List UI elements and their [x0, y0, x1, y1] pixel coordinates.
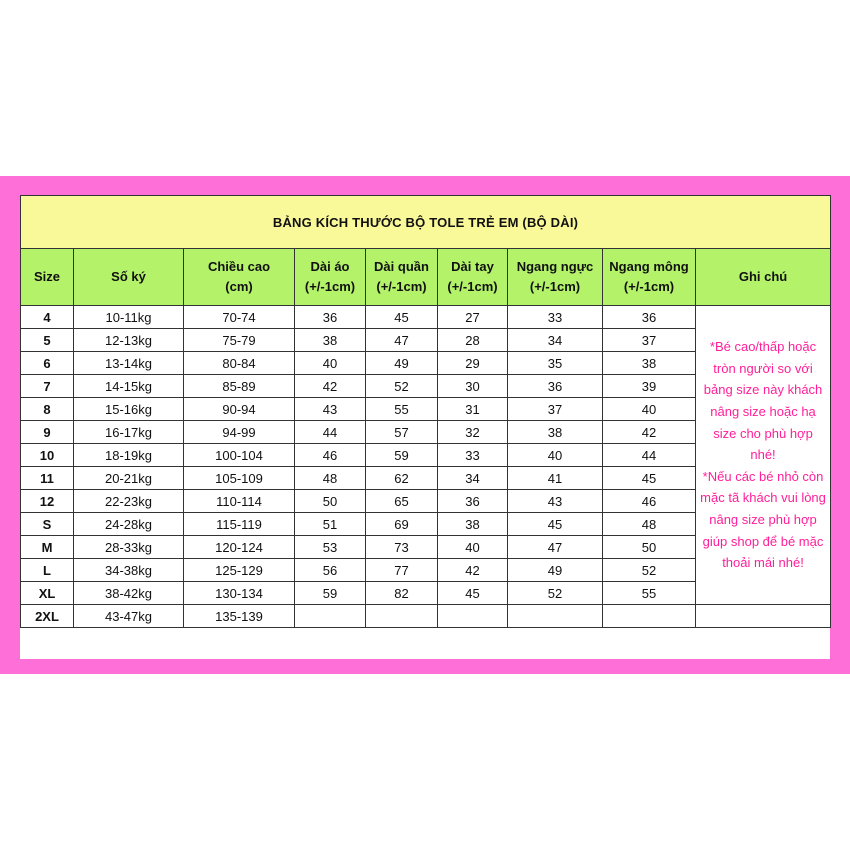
hip-width-cell [603, 605, 696, 628]
height-cell: 94-99 [184, 421, 295, 444]
header-pants-length-unit: (+/-1cm) [376, 279, 427, 294]
size-cell: S [21, 513, 74, 536]
header-height-unit: (cm) [225, 279, 253, 294]
weight-cell: 15-16kg [74, 398, 184, 421]
note-line: mặc tã khách vui lòng [700, 490, 826, 506]
sleeve-length-cell: 45 [438, 582, 508, 605]
weight-cell: 16-17kg [74, 421, 184, 444]
chest-width-cell: 43 [508, 490, 603, 513]
size-cell: 7 [21, 375, 74, 398]
header-height-label: Chiều cao [207, 259, 271, 274]
sleeve-length-cell: 32 [438, 421, 508, 444]
header-chest-width [508, 249, 603, 306]
notes-empty-cell [696, 605, 831, 628]
weight-cell: 10-11kg [74, 306, 184, 329]
weight-cell: 28-33kg [74, 536, 184, 559]
header-hip-width-label: Ngang mông [609, 259, 689, 274]
chest-width-cell: 41 [508, 467, 603, 490]
height-cell: 115-119 [184, 513, 295, 536]
size-cell: 6 [21, 352, 74, 375]
height-cell: 125-129 [184, 559, 295, 582]
note-line: giúp shop để bé mặc [702, 533, 824, 549]
weight-cell: 34-38kg [74, 559, 184, 582]
pants-length-cell: 69 [366, 513, 438, 536]
header-chest-width-unit: (+/-1cm) [529, 279, 581, 294]
top-length-cell: 44 [295, 421, 366, 444]
sleeve-length-cell: 29 [438, 352, 508, 375]
height-cell: 130-134 [184, 582, 295, 605]
top-length-cell: 50 [295, 490, 366, 513]
top-length-cell [295, 605, 366, 628]
sleeve-length-cell [438, 605, 508, 628]
chest-width-cell: 47 [508, 536, 603, 559]
note-line: *Nếu các bé nhỏ còn [702, 468, 824, 484]
pants-length-cell: 73 [366, 536, 438, 559]
hip-width-cell: 38 [603, 352, 696, 375]
header-notes [696, 249, 831, 306]
note-line: size cho phù hợp nhé! [713, 425, 813, 463]
weight-cell: 13-14kg [74, 352, 184, 375]
height-cell: 105-109 [184, 467, 295, 490]
header-weight-label: Số ký [111, 269, 146, 284]
note-line: tròn người so với [713, 360, 813, 376]
height-cell: 110-114 [184, 490, 295, 513]
size-cell: M [21, 536, 74, 559]
height-cell: 70-74 [184, 306, 295, 329]
header-sleeve-length-unit: (+/-1cm) [447, 279, 498, 294]
sleeve-length-cell: 30 [438, 375, 508, 398]
pants-length-cell: 47 [366, 329, 438, 352]
header-height [184, 249, 295, 306]
pants-length-cell: 55 [366, 398, 438, 421]
header-pants-length [366, 249, 438, 306]
header-top-length [295, 249, 366, 306]
sleeve-length-cell: 42 [438, 559, 508, 582]
weight-cell: 38-42kg [74, 582, 184, 605]
hip-width-cell: 36 [603, 306, 696, 329]
pants-length-cell: 65 [366, 490, 438, 513]
header-size-label: Size [33, 269, 60, 284]
weight-cell: 14-15kg [74, 375, 184, 398]
chest-width-cell: 34 [508, 329, 603, 352]
table-row [21, 605, 831, 628]
top-length-cell: 53 [295, 536, 366, 559]
table-title: BẢNG KÍCH THƯỚC BỘ TOLE TRẺ EM (BỘ DÀI) [21, 196, 831, 249]
pants-length-cell: 57 [366, 421, 438, 444]
pants-length-cell: 77 [366, 559, 438, 582]
pants-length-cell: 52 [366, 375, 438, 398]
note-line: bảng size này khách [703, 382, 823, 398]
size-cell: 8 [21, 398, 74, 421]
title-row [21, 196, 831, 249]
height-cell: 75-79 [184, 329, 295, 352]
hip-width-cell: 50 [603, 536, 696, 559]
top-length-cell: 51 [295, 513, 366, 536]
hip-width-cell: 48 [603, 513, 696, 536]
sleeve-length-cell: 28 [438, 329, 508, 352]
weight-cell: 22-23kg [74, 490, 184, 513]
sleeve-length-cell: 31 [438, 398, 508, 421]
weight-cell: 18-19kg [74, 444, 184, 467]
weight-cell: 43-47kg [74, 605, 184, 628]
chest-width-cell: 38 [508, 421, 603, 444]
chest-width-cell: 37 [508, 398, 603, 421]
top-length-cell: 36 [295, 306, 366, 329]
note-line: *Bé cao/thấp hoặc [709, 339, 817, 355]
table-row [21, 306, 831, 329]
sleeve-length-cell: 40 [438, 536, 508, 559]
pants-length-cell: 45 [366, 306, 438, 329]
hip-width-cell: 44 [603, 444, 696, 467]
header-top-length-unit: (+/-1cm) [304, 279, 356, 294]
note-line: thoải mái nhé! [722, 555, 804, 571]
sleeve-length-cell: 38 [438, 513, 508, 536]
header-sleeve-length [438, 249, 508, 306]
hip-width-cell: 46 [603, 490, 696, 513]
sleeve-length-cell: 27 [438, 306, 508, 329]
height-cell: 80-84 [184, 352, 295, 375]
chest-width-cell: 49 [508, 559, 603, 582]
header-size [21, 249, 74, 306]
hip-width-cell: 40 [603, 398, 696, 421]
top-length-cell: 42 [295, 375, 366, 398]
chest-width-cell [508, 605, 603, 628]
size-cell: 5 [21, 329, 74, 352]
top-length-cell: 40 [295, 352, 366, 375]
size-cell: 12 [21, 490, 74, 513]
size-cell: L [21, 559, 74, 582]
top-length-cell: 59 [295, 582, 366, 605]
size-cell: XL [21, 582, 74, 605]
header-pants-length-label: Dài quần [374, 259, 429, 274]
sleeve-length-cell: 33 [438, 444, 508, 467]
chest-width-cell: 36 [508, 375, 603, 398]
size-cell: 4 [21, 306, 74, 329]
size-cell: 10 [21, 444, 74, 467]
notes-cell [696, 306, 831, 605]
pants-length-cell [366, 605, 438, 628]
header-weight [74, 249, 184, 306]
header-row [21, 249, 831, 306]
chest-width-cell: 33 [508, 306, 603, 329]
header-top-length-label: Dài áo [310, 259, 350, 274]
header-notes-label: Ghi chú [738, 269, 788, 284]
top-length-cell: 46 [295, 444, 366, 467]
pants-length-cell: 49 [366, 352, 438, 375]
weight-cell: 20-21kg [74, 467, 184, 490]
size-cell: 2XL [21, 605, 74, 628]
size-cell: 9 [21, 421, 74, 444]
height-cell: 85-89 [184, 375, 295, 398]
height-cell: 90-94 [184, 398, 295, 421]
pants-length-cell: 59 [366, 444, 438, 467]
hip-width-cell: 52 [603, 559, 696, 582]
header-hip-width-unit: (+/-1cm) [623, 279, 675, 294]
height-cell: 135-139 [184, 605, 295, 628]
header-hip-width [603, 249, 696, 306]
hip-width-cell: 45 [603, 467, 696, 490]
height-cell: 100-104 [184, 444, 295, 467]
top-length-cell: 48 [295, 467, 366, 490]
hip-width-cell: 55 [603, 582, 696, 605]
chest-width-cell: 35 [508, 352, 603, 375]
hip-width-cell: 37 [603, 329, 696, 352]
weight-cell: 12-13kg [74, 329, 184, 352]
note-line: nâng size hoặc hạ [710, 404, 816, 420]
pants-length-cell: 62 [366, 467, 438, 490]
size-chart-table [20, 195, 831, 628]
hip-width-cell: 42 [603, 421, 696, 444]
pants-length-cell: 82 [366, 582, 438, 605]
top-length-cell: 43 [295, 398, 366, 421]
chest-width-cell: 45 [508, 513, 603, 536]
header-sleeve-length-label: Dài tay [451, 259, 494, 274]
weight-cell: 24-28kg [74, 513, 184, 536]
size-cell: 11 [21, 467, 74, 490]
height-cell: 120-124 [184, 536, 295, 559]
chest-width-cell: 52 [508, 582, 603, 605]
hip-width-cell: 39 [603, 375, 696, 398]
top-length-cell: 56 [295, 559, 366, 582]
sleeve-length-cell: 36 [438, 490, 508, 513]
note-line: nâng size phù hợp [709, 511, 817, 527]
sleeve-length-cell: 34 [438, 467, 508, 490]
top-length-cell: 38 [295, 329, 366, 352]
header-chest-width-label: Ngang ngực [516, 259, 594, 274]
chest-width-cell: 40 [508, 444, 603, 467]
